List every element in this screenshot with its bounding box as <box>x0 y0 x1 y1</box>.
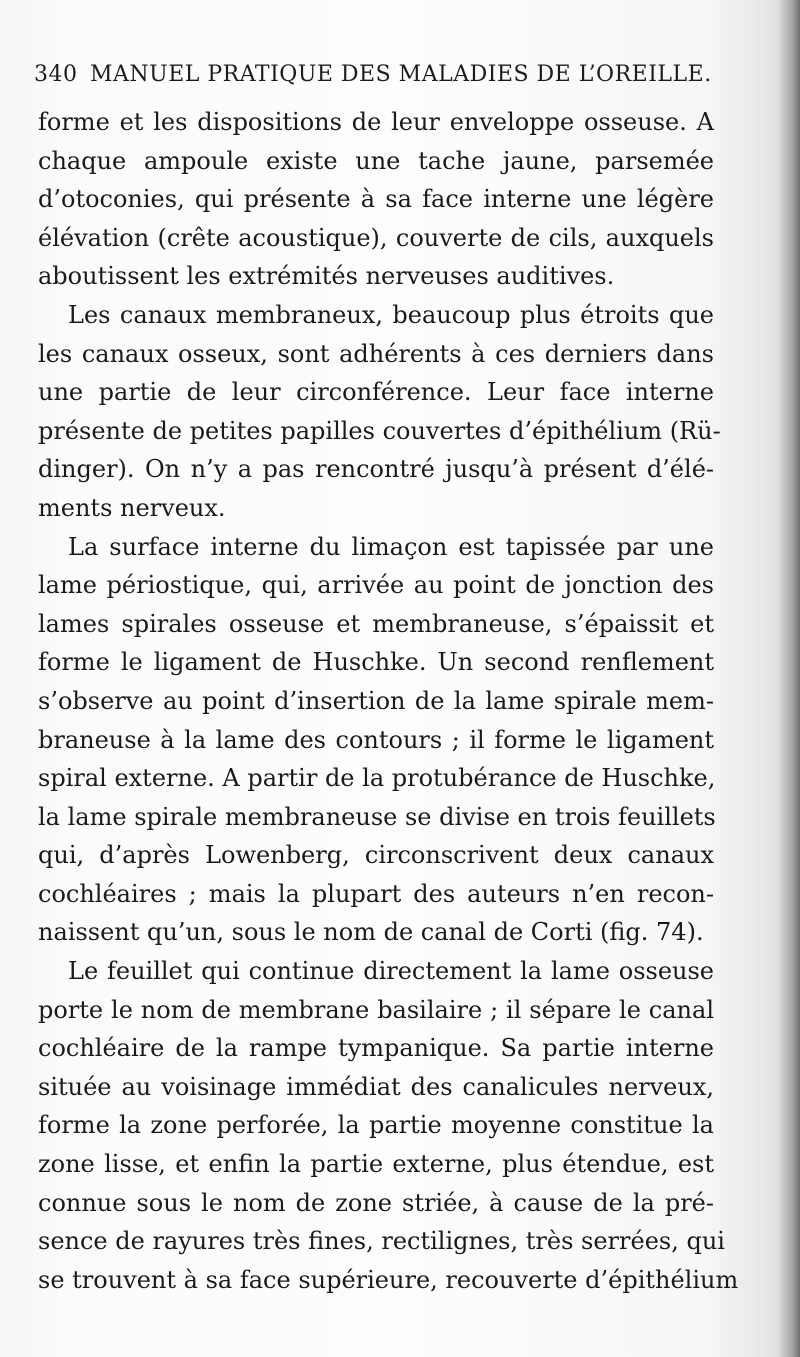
text-line: élévation (crête acoustique), couverte de cils, auxquels <box>38 223 714 252</box>
paragraph <box>38 296 721 528</box>
text-line: la lame spirale membraneuse se divise en trois feuillets <box>38 802 716 831</box>
text-line: chaque ampoule existe une tache jaune, parsemée <box>38 146 714 175</box>
text-line: d’otoconies, qui présente à sa face interne une légère <box>38 185 714 214</box>
text-line: naissent qu’un, sous le nom de canal de Corti (fig. 74). <box>38 918 704 947</box>
paragraph <box>38 528 714 953</box>
text-line: cochléaire de la rampe tympanique. Sa partie interne <box>38 1034 714 1063</box>
text-line: se trouvent à sa face supérieure, recouverte d’épithélium <box>38 1265 739 1294</box>
text-line: lame périostique, qui, arrivée au point de jonction des <box>38 571 714 600</box>
text-line: connue sous le nom de zone striée, à cause de la pré- <box>38 1188 714 1217</box>
text-line: présente de petites papilles couvertes d’épithélium (Rü- <box>38 416 721 445</box>
text-line: aboutissent les extrémités nerveuses auditives. <box>38 262 615 291</box>
text-line: zone lisse, et enfin la partie externe, plus étendue, est <box>38 1150 714 1179</box>
text-line: forme le ligament de Huschke. Un second renflement <box>38 648 714 677</box>
running-header <box>34 62 734 87</box>
text-line: lames spirales osseuse et membraneuse, s’épaissit et <box>38 609 714 638</box>
text-line: Le feuillet qui continue directement la lame osseuse <box>68 957 714 986</box>
running-title: MANUEL PRATIQUE DES MALADIES DE L’OREILLE. <box>90 62 712 87</box>
text-line: une partie de leur circonférence. Leur face interne <box>38 378 714 407</box>
text-line: La surface interne du limaçon est tapissée par une <box>68 532 714 561</box>
text-line: dinger). On n’y a pas rencontré jusqu’à présent d’élé- <box>38 455 714 484</box>
text-line: qui, d’après Lowenberg, circonscrivent deux canaux <box>38 841 714 870</box>
paragraph <box>38 952 739 1299</box>
text-line: s’observe au point d’insertion de la lame spirale mem- <box>38 686 714 715</box>
text-line: sence de rayures très fines, rectilignes, très serrées, qui <box>38 1227 725 1256</box>
text-line: spiral externe. A partir de la protubérance de Huschke, <box>38 764 716 793</box>
text-line: braneuse à la lame des contours ; il forme le ligament <box>38 725 714 754</box>
page-gutter-shadow <box>778 0 800 1357</box>
text-line: cochléaires ; mais la plupart des auteurs n’en recon- <box>38 879 714 908</box>
body-text <box>38 103 739 1299</box>
paragraph <box>38 103 714 296</box>
page-number: 340 <box>34 62 78 87</box>
text-line: forme et les dispositions de leur enveloppe osseuse. A <box>38 108 714 136</box>
text-line: forme la zone perforée, la partie moyenne constitue la <box>38 1111 714 1140</box>
text-line: ments nerveux. <box>38 493 226 522</box>
text-line: les canaux osseux, sont adhérents à ces derniers dans <box>38 339 714 368</box>
text-line: située au voisinage immédiat des canalicules nerveux, <box>38 1072 714 1101</box>
text-line: Les canaux membraneux, beaucoup plus étroits que <box>68 300 714 329</box>
text-line: porte le nom de membrane basilaire ; il sépare le canal <box>38 995 714 1024</box>
